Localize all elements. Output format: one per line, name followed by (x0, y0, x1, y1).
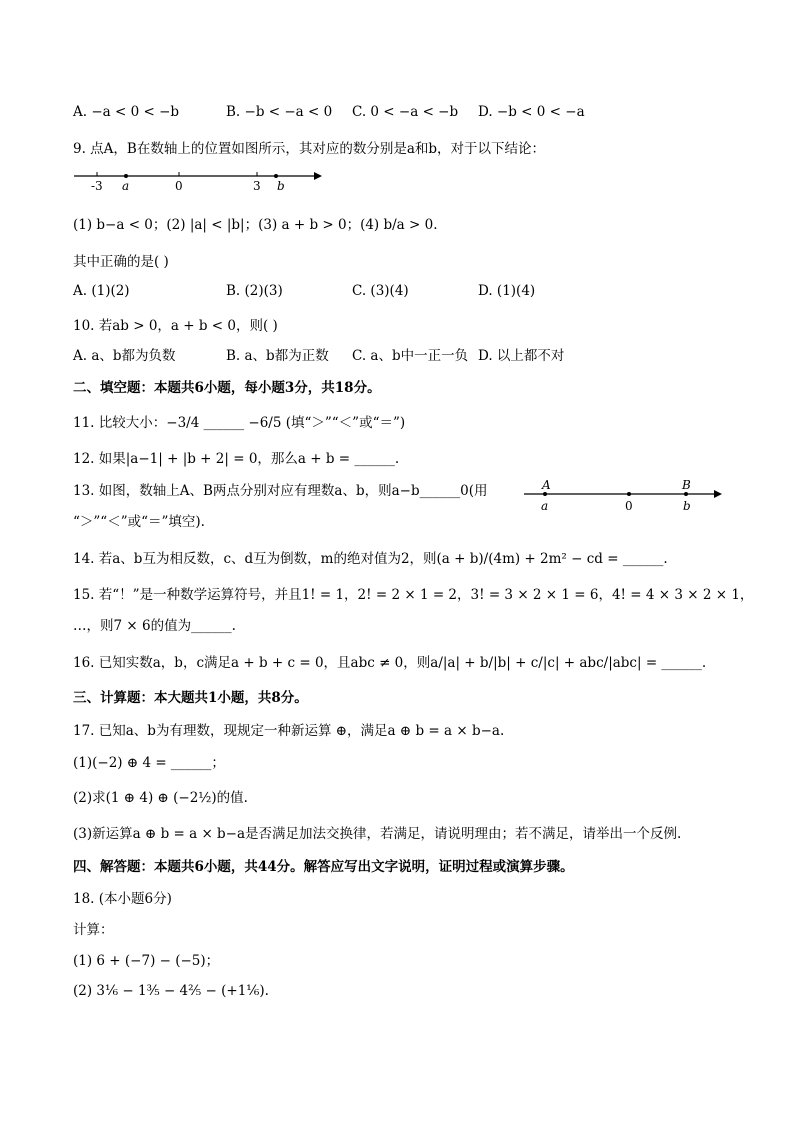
q18-part2: (2) 3⅙ − 1⅗ − 4⅖ − (+1⅙). (73, 983, 269, 999)
q10-option-c: C. a、b中一正一负 (352, 348, 469, 364)
q13-axis-label-a: a (541, 499, 549, 513)
section-2-heading: 二、填空题：本题共6小题，每小题3分，共18分。 (73, 380, 381, 396)
q9-conclusions: (1) b−a < 0；(2) |a| < |b|；(3) a + b > 0；(4) b/a > 0. (73, 217, 438, 233)
q10-option-b: B. a、b都为正数 (226, 348, 329, 364)
section-4-heading: 四、解答题：本题共6小题，共44分。解答应写出文字说明，证明过程或演算步骤。 (73, 859, 574, 875)
q16: 16. 已知实数a，b，c满足a + b + c = 0，且abc ≠ 0，则a/|a| + b/|b| + c/|c| + abc/|abc| = ______. (73, 655, 707, 671)
q9-option-b: B. (2)(3) (226, 283, 283, 299)
q13-point-B-label: B (682, 478, 691, 492)
q9-option-c: C. (3)(4) (352, 283, 409, 299)
q18-label: 计算： (73, 922, 114, 938)
q9-option-d: D. (1)(4) (478, 283, 536, 299)
q10-option-a: A. a、b都为负数 (73, 348, 176, 364)
q17-part1: (1)(−2) ⊕ 4 = ______； (73, 755, 225, 771)
q15-line1: 15. 若“！”是一种数学运算符号，并且1! = 1，2! = 2 × 1 = 2，3! = 3 × 2 × 1 = 6，4! = 4 × 3 × 2 × 1， (73, 587, 754, 603)
q17-part3: (3)新运算a ⊕ b = a × b−a是否满足加法交换律，若满足，请说明理由；若不满足，请举出一个反例. (73, 826, 682, 842)
q17-part2: (2)求(1 ⊕ 4) ⊕ (−2½)的值. (73, 790, 248, 806)
q9-axis-label-b: b (277, 179, 285, 193)
q8-option-c: C. 0 < −a < −b (352, 104, 459, 120)
q9-option-a: A. (1)(2) (73, 283, 130, 299)
q9-axis-label-3: 3 (253, 179, 261, 193)
q15-line2: …，则7 × 6的值为______. (73, 618, 236, 634)
q9-axis-label-0: 0 (175, 179, 183, 193)
q11: 11. 比较大小：−3/4 ______ −6/5 (填“＞”“＜”或“＝”) (73, 415, 406, 431)
q9-axis-label-neg3: -3 (91, 179, 103, 193)
q9-prompt: 其中正确的是( ) (73, 254, 169, 270)
q13-axis-label-0: 0 (625, 499, 633, 513)
q14: 14. 若a、b互为相反数，c、d互为倒数，m的绝对值为2，则(a + b)/(4m) + 2m² − cd = ______. (73, 551, 668, 567)
q10-stem: 10. 若ab > 0，a + b < 0，则( ) (73, 318, 278, 334)
q12: 12. 如果|a−1| + |b + 2| = 0，那么a + b = ______. (73, 451, 400, 467)
q13-number-line (518, 476, 728, 514)
section-3-heading: 三、计算题：本大题共1小题，共8分。 (73, 690, 308, 706)
q18-title: 18. (本小题6分) (73, 891, 172, 907)
q9-stem: 9. 点A，B在数轴上的位置如图所示，其对应的数分别是a和b，对于以下结论： (73, 141, 546, 157)
q8-option-a: A. −a < 0 < −b (73, 104, 180, 120)
q10-option-d: D. 以上都不对 (478, 348, 565, 364)
q8-option-d: D. −b < 0 < −a (478, 104, 585, 120)
q9-number-line (70, 166, 330, 194)
q8-option-b: B. −b < −a < 0 (226, 104, 333, 120)
q13-line2: “＞”“＜”或“＝”填空). (73, 514, 205, 530)
q17-stem: 17. 已知a、b为有理数，现规定一种新运算 ⊕，满足a ⊕ b = a × b−a. (73, 723, 505, 739)
q13-point-A-label: A (542, 478, 551, 492)
q18-part1: (1) 6 + (−7) − (−5)； (73, 953, 220, 969)
q9-axis-label-a: a (122, 179, 130, 193)
q13-axis-label-b: b (683, 499, 691, 513)
q13-line1: 13. 如图，数轴上A、B两点分别对应有理数a、b，则a−b______0(用 (73, 483, 488, 499)
